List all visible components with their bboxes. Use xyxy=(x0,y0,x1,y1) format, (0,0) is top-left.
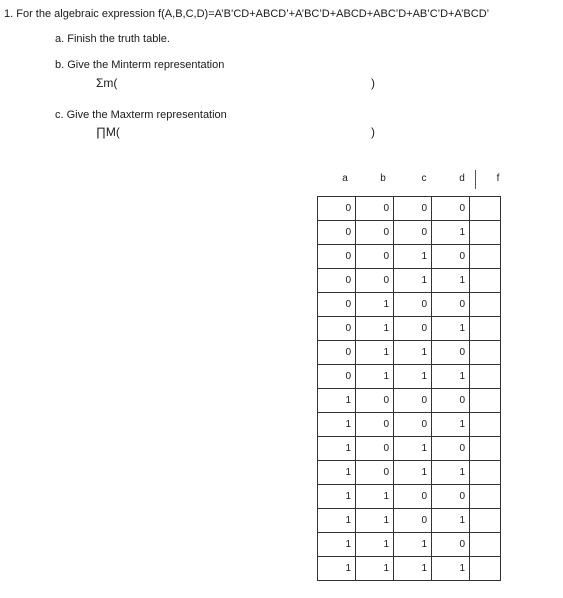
minterm-sum-open: Σm( xyxy=(96,76,118,90)
table-row xyxy=(318,437,501,461)
input-c-cell: 0 xyxy=(394,509,432,533)
input-c-cell: 1 xyxy=(394,341,432,365)
input-c-cell: 0 xyxy=(394,389,432,413)
maxterm-product-close: ) xyxy=(371,125,375,139)
input-b-cell: 0 xyxy=(356,437,394,461)
input-a-cell: 1 xyxy=(318,461,356,485)
input-c-cell: 0 xyxy=(394,221,432,245)
input-a-cell: 0 xyxy=(318,269,356,293)
table-row xyxy=(318,533,501,557)
input-b-cell: 0 xyxy=(356,269,394,293)
table-row xyxy=(318,197,501,221)
input-b-cell: 0 xyxy=(356,461,394,485)
input-a-cell: 1 xyxy=(318,533,356,557)
input-a-cell: 1 xyxy=(318,389,356,413)
column-header-b: b xyxy=(380,173,386,184)
input-a-cell: 0 xyxy=(318,365,356,389)
input-a-cell: 0 xyxy=(318,293,356,317)
input-a-cell: 1 xyxy=(318,557,356,581)
output-f-cell[interactable] xyxy=(470,269,501,293)
output-f-cell[interactable] xyxy=(470,389,501,413)
input-d-cell: 1 xyxy=(432,317,470,341)
input-b-cell: 1 xyxy=(356,533,394,557)
part-a-instruction: a. Finish the truth table. xyxy=(55,33,170,45)
input-b-cell: 1 xyxy=(356,317,394,341)
input-b-cell: 1 xyxy=(356,509,394,533)
table-row xyxy=(318,317,501,341)
output-f-cell[interactable] xyxy=(470,509,501,533)
input-d-cell: 0 xyxy=(432,245,470,269)
table-row xyxy=(318,485,501,509)
question-title: 1. For the algebraic expression f(A,B,C,D)=A’B’CD+ABCD’+A’BC’D+ABCD+ABC’D+AB’C’D+A’BCD’ xyxy=(4,8,490,20)
column-header-a: a xyxy=(342,173,348,184)
input-c-cell: 0 xyxy=(394,293,432,317)
input-c-cell: 0 xyxy=(394,317,432,341)
part-c-instruction: c. Give the Maxterm representation xyxy=(55,109,227,121)
input-c-cell: 1 xyxy=(394,365,432,389)
output-f-cell[interactable] xyxy=(470,245,501,269)
input-d-cell: 0 xyxy=(432,533,470,557)
input-b-cell: 1 xyxy=(356,341,394,365)
table-row xyxy=(318,509,501,533)
part-b-instruction: b. Give the Minterm representation xyxy=(55,59,225,71)
input-d-cell: 1 xyxy=(432,557,470,581)
input-b-cell: 1 xyxy=(356,365,394,389)
input-b-cell: 0 xyxy=(356,245,394,269)
column-header-f: f xyxy=(496,173,500,184)
input-a-cell: 0 xyxy=(318,317,356,341)
input-a-cell: 0 xyxy=(318,197,356,221)
input-d-cell: 1 xyxy=(432,509,470,533)
output-f-cell[interactable] xyxy=(470,437,501,461)
input-d-cell: 0 xyxy=(432,389,470,413)
input-c-cell: 1 xyxy=(394,269,432,293)
input-a-cell: 1 xyxy=(318,485,356,509)
output-f-cell[interactable] xyxy=(470,341,501,365)
input-d-cell: 0 xyxy=(432,437,470,461)
input-c-cell: 0 xyxy=(394,413,432,437)
input-c-cell: 1 xyxy=(394,533,432,557)
minterm-sum-close: ) xyxy=(371,76,375,90)
input-a-cell: 1 xyxy=(318,509,356,533)
input-c-cell: 0 xyxy=(394,197,432,221)
table-row xyxy=(318,293,501,317)
input-b-cell: 0 xyxy=(356,197,394,221)
input-c-cell: 1 xyxy=(394,437,432,461)
output-f-cell[interactable] xyxy=(470,557,501,581)
input-d-cell: 0 xyxy=(432,197,470,221)
column-header-d: d xyxy=(459,173,465,184)
input-a-cell: 1 xyxy=(318,413,356,437)
input-b-cell: 1 xyxy=(356,485,394,509)
table-row xyxy=(318,389,501,413)
output-f-cell[interactable] xyxy=(470,533,501,557)
maxterm-product-open: ∏M( xyxy=(96,125,120,139)
column-header-c: c xyxy=(421,173,427,184)
header-divider xyxy=(475,170,476,189)
input-b-cell: 0 xyxy=(356,389,394,413)
output-f-cell[interactable] xyxy=(470,317,501,341)
output-f-cell[interactable] xyxy=(470,197,501,221)
input-c-cell: 0 xyxy=(394,485,432,509)
input-d-cell: 0 xyxy=(432,293,470,317)
table-row xyxy=(318,341,501,365)
input-c-cell: 1 xyxy=(394,557,432,581)
table-row xyxy=(318,461,501,485)
output-f-cell[interactable] xyxy=(470,365,501,389)
input-a-cell: 0 xyxy=(318,245,356,269)
input-a-cell: 0 xyxy=(318,341,356,365)
input-b-cell: 1 xyxy=(356,557,394,581)
truth-table xyxy=(317,196,501,581)
input-d-cell: 0 xyxy=(432,341,470,365)
input-d-cell: 1 xyxy=(432,269,470,293)
table-row xyxy=(318,413,501,437)
input-d-cell: 1 xyxy=(432,365,470,389)
output-f-cell[interactable] xyxy=(470,485,501,509)
input-a-cell: 1 xyxy=(318,437,356,461)
input-d-cell: 0 xyxy=(432,485,470,509)
input-c-cell: 1 xyxy=(394,245,432,269)
output-f-cell[interactable] xyxy=(470,293,501,317)
input-b-cell: 0 xyxy=(356,413,394,437)
input-b-cell: 0 xyxy=(356,221,394,245)
output-f-cell[interactable] xyxy=(470,221,501,245)
table-row xyxy=(318,245,501,269)
input-b-cell: 1 xyxy=(356,293,394,317)
table-row xyxy=(318,269,501,293)
output-f-cell[interactable] xyxy=(470,413,501,437)
table-row xyxy=(318,221,501,245)
input-a-cell: 0 xyxy=(318,221,356,245)
input-d-cell: 1 xyxy=(432,221,470,245)
input-d-cell: 1 xyxy=(432,461,470,485)
output-f-cell[interactable] xyxy=(470,461,501,485)
table-row xyxy=(318,557,501,581)
input-c-cell: 1 xyxy=(394,461,432,485)
input-d-cell: 1 xyxy=(432,413,470,437)
table-row xyxy=(318,365,501,389)
